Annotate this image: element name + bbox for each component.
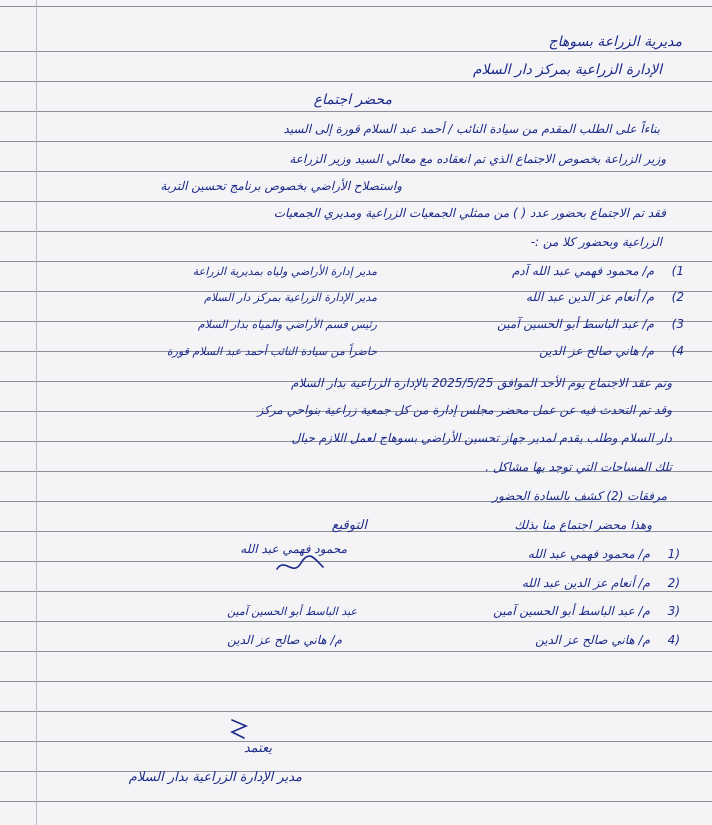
margin-line (36, 0, 37, 825)
attendee-role: مدير الإدارة الزراعية بمركز دار السلام (204, 291, 377, 304)
document-title: محضر اجتماع (313, 92, 392, 108)
attendee-number: 3) (671, 317, 684, 331)
attendee-name: م/ محمود فهمي عبد الله آدم (512, 264, 654, 278)
body-line-2: وزير الزراعة بخصوص الاجتماع الذي تم انعقاده مع معالي السيد وزير الزراعة (289, 152, 666, 166)
attendee-number: 2) (671, 290, 684, 304)
attendee-name: م/ عبد الباسط أبو الحسين آمين (497, 317, 654, 331)
approval-label: يعتمد (243, 741, 272, 756)
signer-number: (3 (667, 604, 680, 618)
handwritten-signature: محمود فهمي عبد الله (240, 542, 347, 556)
body-line-5: الزراعية وبحضور كلا من :- (530, 235, 662, 249)
department-name: الإدارة الزراعية بمركز دار السلام (472, 62, 662, 78)
attendee-number: 1) (671, 264, 684, 278)
meeting-line-2: وقد تم التحدث فيه عن عمل محضر مجلس إدارة من كل جمعية زراعية بنواحي مركز (257, 403, 672, 417)
meeting-line-1: وتم عقد الاجتماع يوم الأحد الموافق 2025/5/25 بالإدارة الزراعية بدار السلام (291, 376, 672, 390)
attendee-role: رئيس قسم الأراضي والمياه بدار السلام (197, 318, 377, 331)
directorate-name: مديرية الزراعة بسوهاج (548, 34, 682, 50)
body-line-3: واستصلاح الأراضي بخصوص برنامج تحسين التربة (160, 179, 402, 193)
signer-name: م/ أنعام عز الدين عبد الله (521, 576, 650, 590)
signer-number: (4 (667, 633, 680, 647)
attendee-name: م/ أنعام عز الدين عبد الله (525, 290, 654, 304)
signer-name: م/ محمود فهمي عبد الله (527, 547, 650, 561)
meeting-line-4: تلك المساحات التي توجد بها مشاكل . (485, 460, 672, 474)
signer-number: (2 (667, 576, 680, 590)
handwritten-signature: عبد الباسط أبو الحسين آمين (227, 605, 357, 618)
body-line-4: فقد تم الاجتماع بحضور عدد ( ) من ممثلي الجمعيات الزراعية ومديري الجمعيات (273, 206, 666, 220)
body-line-1: بناءاً على الطلب المقدم من سيادة النائب / أحمد عبد السلام قورة إلى السيد (283, 122, 660, 136)
closing-statement: وهذا محضر اجتماع منا بذلك (514, 518, 652, 532)
signer-number: (1 (667, 547, 680, 561)
attendee-role: مدير إدارة الأراضي ولياه بمديرية الزراعة (192, 265, 377, 278)
closing-signer: مدير الإدارة الزراعية بدار السلام (128, 770, 302, 785)
meeting-line-3: دار السلام وطلب يقدم لمدير جهاز تحسين الأراضي بسوهاج لعمل اللازم حيال (291, 431, 672, 445)
handwritten-signature: م/ هاني صالح عز الدين (227, 633, 342, 647)
signature-heading: التوقيع (331, 518, 367, 533)
signature-scribble (275, 555, 325, 577)
signer-name: م/ هاني صالح عز الدين (535, 633, 650, 647)
attendee-number: 4) (671, 344, 684, 358)
attachments-line: مرفقات (2) كشف بالسادة الحضور (492, 489, 667, 503)
attendee-role: حاضراً من سيادة النائب أحمد عبد السلام قورة (166, 345, 377, 358)
attendee-name: م/ هاني صالح عز الدين (539, 344, 654, 358)
signer-name: م/ عبد الباسط أبو الحسين آمين (493, 604, 650, 618)
